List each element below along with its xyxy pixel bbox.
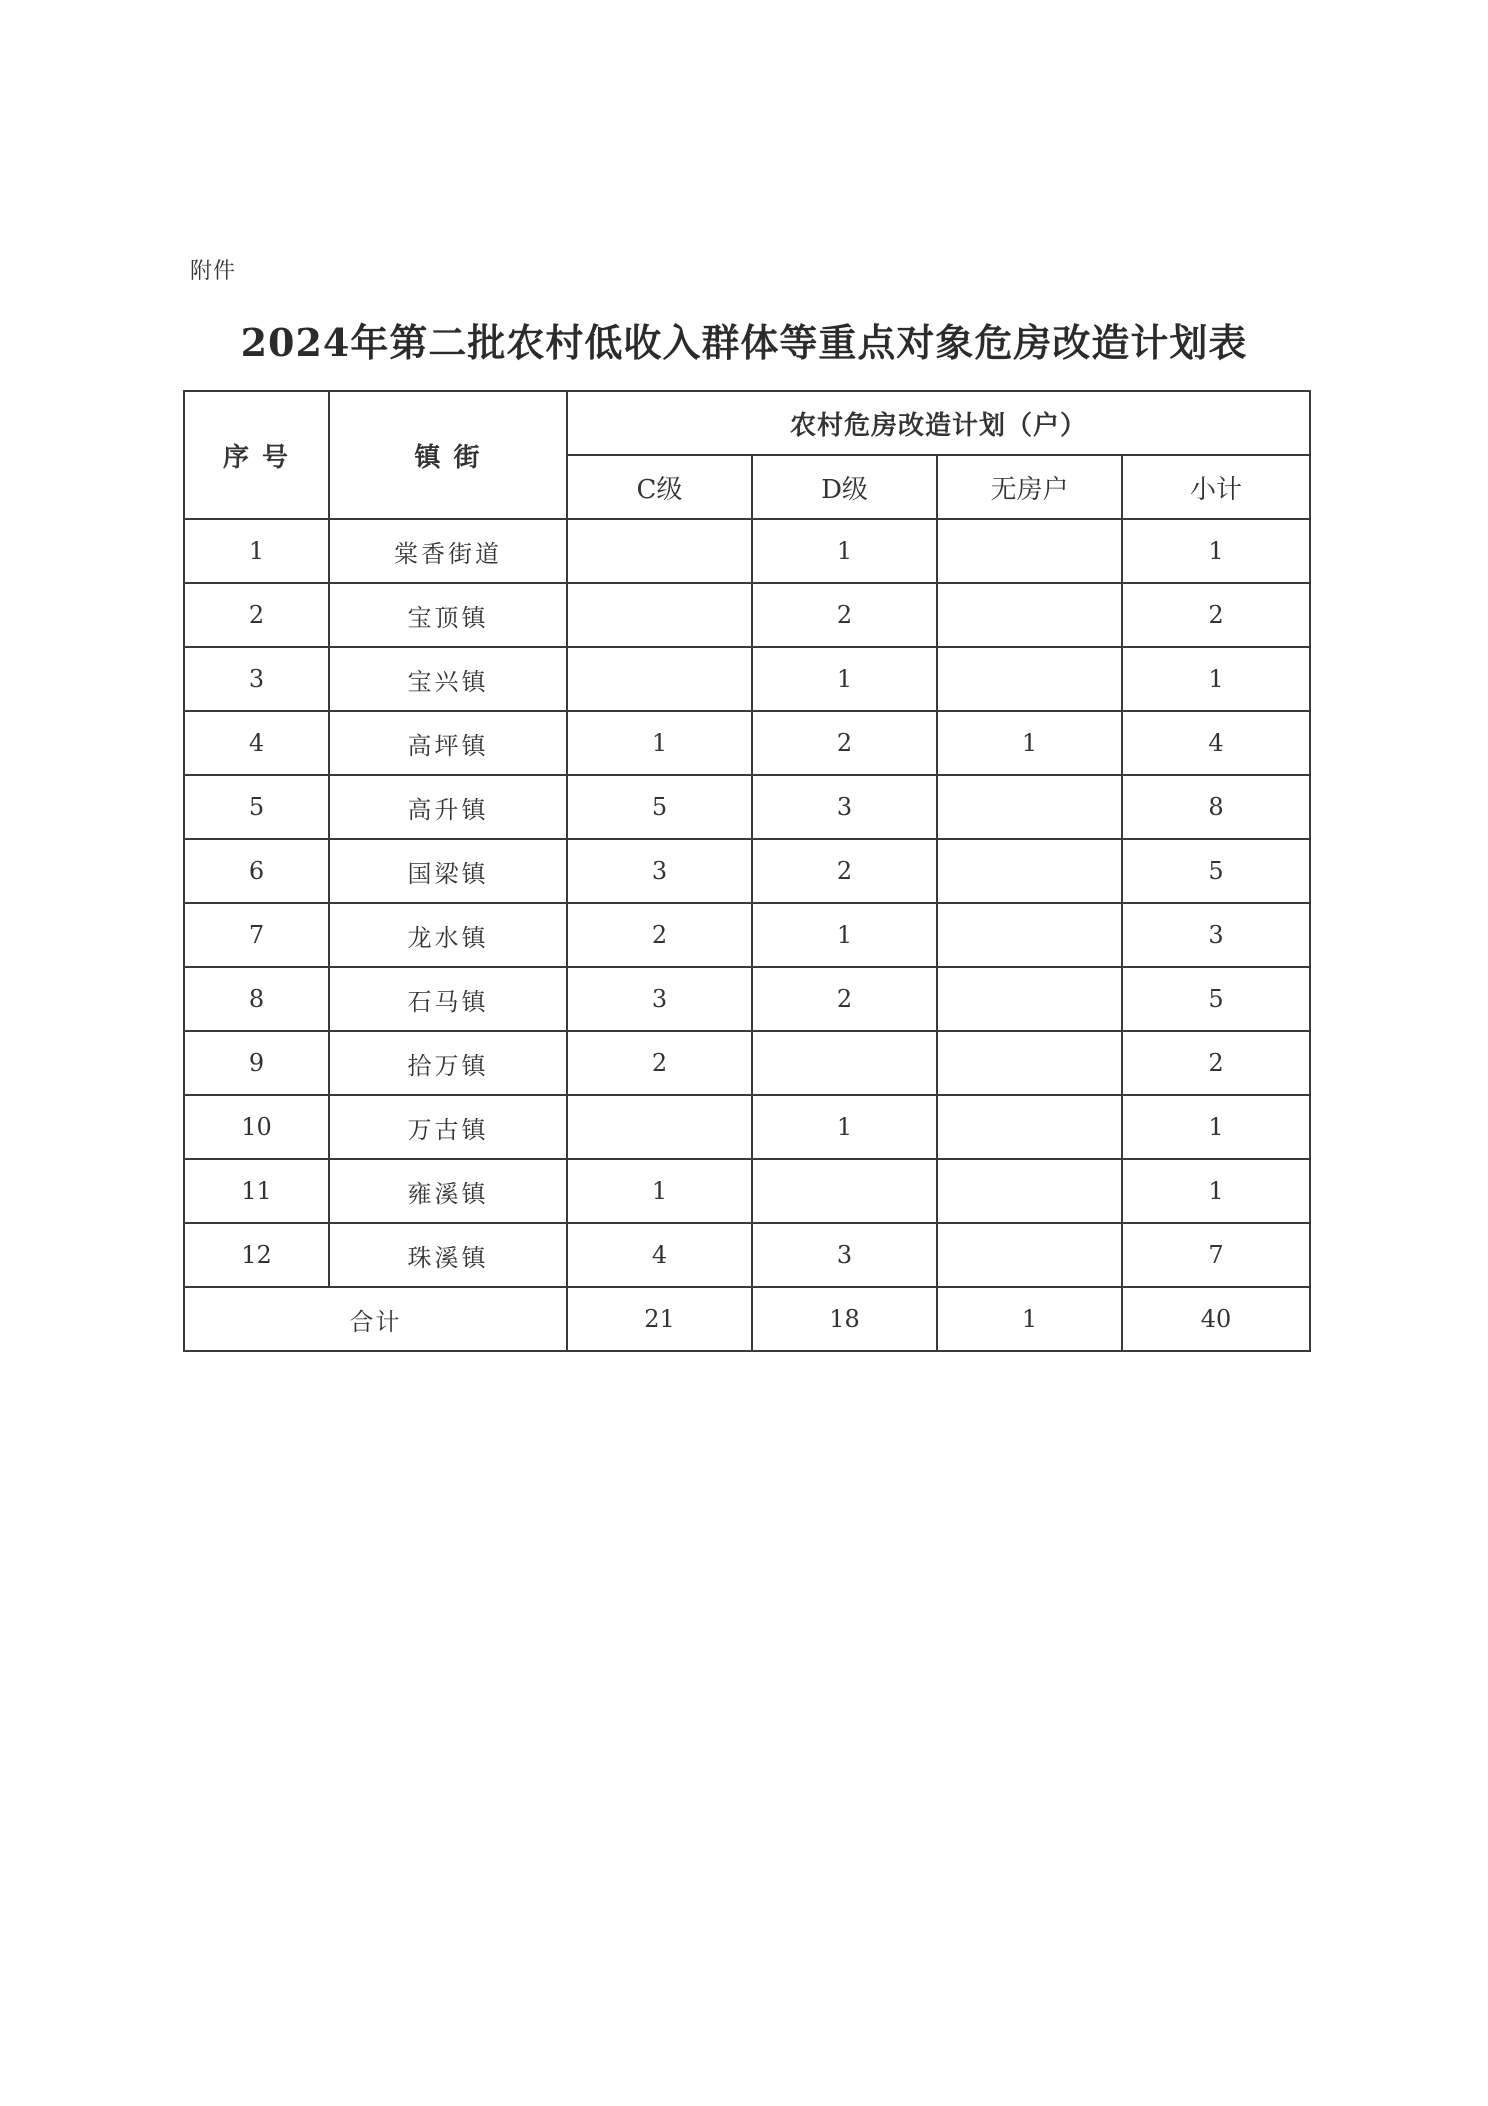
cell-seq: 5 xyxy=(184,775,329,839)
header-group: 农村危房改造计划（户） xyxy=(567,391,1310,455)
cell-c-level: 3 xyxy=(567,967,752,1031)
header-d-level: D级 xyxy=(752,455,937,519)
attachment-label: 附件 xyxy=(190,259,237,284)
cell-no-house xyxy=(937,1095,1122,1159)
header-subtotal: 小计 xyxy=(1122,455,1310,519)
table-row xyxy=(184,647,1310,711)
cell-subtotal: 4 xyxy=(1122,711,1310,775)
table-row xyxy=(184,1095,1310,1159)
cell-no-house xyxy=(937,1031,1122,1095)
cell-d-level: 2 xyxy=(752,839,937,903)
cell-d-level: 1 xyxy=(752,647,937,711)
cell-seq: 9 xyxy=(184,1031,329,1095)
cell-c-level: 1 xyxy=(567,711,752,775)
cell-d-level: 1 xyxy=(752,1095,937,1159)
cell-no-house xyxy=(937,583,1122,647)
table-row xyxy=(184,1031,1310,1095)
cell-seq: 7 xyxy=(184,903,329,967)
cell-subtotal: 3 xyxy=(1122,903,1310,967)
cell-seq: 2 xyxy=(184,583,329,647)
cell-seq: 3 xyxy=(184,647,329,711)
cell-no-house xyxy=(937,647,1122,711)
cell-subtotal: 5 xyxy=(1122,839,1310,903)
header-no-house: 无房户 xyxy=(937,455,1122,519)
table-row xyxy=(184,519,1310,583)
table-row xyxy=(184,1159,1310,1223)
cell-c-level: 3 xyxy=(567,839,752,903)
header-c-level: C级 xyxy=(567,455,752,519)
cell-town: 高升镇 xyxy=(329,775,567,839)
cell-town: 国梁镇 xyxy=(329,839,567,903)
table-row xyxy=(184,1223,1310,1287)
cell-d-level xyxy=(752,1159,937,1223)
cell-seq: 12 xyxy=(184,1223,329,1287)
cell-town: 宝顶镇 xyxy=(329,583,567,647)
cell-subtotal: 5 xyxy=(1122,967,1310,1031)
cell-town: 棠香街道 xyxy=(329,519,567,583)
cell-no-house xyxy=(937,1159,1122,1223)
cell-no-house xyxy=(937,839,1122,903)
cell-d-level: 2 xyxy=(752,711,937,775)
cell-c-level xyxy=(567,1095,752,1159)
total-d-level: 18 xyxy=(752,1287,937,1351)
cell-c-level: 4 xyxy=(567,1223,752,1287)
cell-seq: 4 xyxy=(184,711,329,775)
table-row xyxy=(184,583,1310,647)
total-no-house: 1 xyxy=(937,1287,1122,1351)
cell-town: 宝兴镇 xyxy=(329,647,567,711)
cell-no-house xyxy=(937,967,1122,1031)
cell-seq: 11 xyxy=(184,1159,329,1223)
page-title: 2024年第二批农村低收入群体等重点对象危房改造计划表 xyxy=(240,320,1248,365)
total-row xyxy=(184,1287,1310,1351)
cell-seq: 1 xyxy=(184,519,329,583)
table-row xyxy=(184,839,1310,903)
cell-subtotal: 2 xyxy=(1122,583,1310,647)
cell-subtotal: 1 xyxy=(1122,1095,1310,1159)
header-town: 镇 街 xyxy=(329,391,567,519)
cell-seq: 6 xyxy=(184,839,329,903)
total-label: 合计 xyxy=(184,1287,567,1351)
table-row xyxy=(184,775,1310,839)
cell-subtotal: 7 xyxy=(1122,1223,1310,1287)
cell-c-level: 2 xyxy=(567,903,752,967)
table-row xyxy=(184,967,1310,1031)
cell-no-house xyxy=(937,1223,1122,1287)
table-row xyxy=(184,903,1310,967)
cell-subtotal: 1 xyxy=(1122,1159,1310,1223)
cell-d-level: 2 xyxy=(752,967,937,1031)
cell-no-house xyxy=(937,775,1122,839)
renovation-plan-table xyxy=(183,390,1311,1352)
cell-c-level: 2 xyxy=(567,1031,752,1095)
cell-no-house: 1 xyxy=(937,711,1122,775)
cell-town: 石马镇 xyxy=(329,967,567,1031)
cell-town: 拾万镇 xyxy=(329,1031,567,1095)
cell-subtotal: 1 xyxy=(1122,647,1310,711)
cell-subtotal: 2 xyxy=(1122,1031,1310,1095)
cell-subtotal: 1 xyxy=(1122,519,1310,583)
cell-town: 高坪镇 xyxy=(329,711,567,775)
cell-d-level: 2 xyxy=(752,583,937,647)
cell-c-level: 5 xyxy=(567,775,752,839)
cell-subtotal: 8 xyxy=(1122,775,1310,839)
cell-d-level xyxy=(752,1031,937,1095)
cell-town: 珠溪镇 xyxy=(329,1223,567,1287)
total-subtotal: 40 xyxy=(1122,1287,1310,1351)
table-row xyxy=(184,711,1310,775)
cell-d-level: 1 xyxy=(752,519,937,583)
cell-seq: 10 xyxy=(184,1095,329,1159)
cell-c-level xyxy=(567,647,752,711)
cell-town: 雍溪镇 xyxy=(329,1159,567,1223)
cell-d-level: 3 xyxy=(752,1223,937,1287)
cell-d-level: 3 xyxy=(752,775,937,839)
cell-c-level xyxy=(567,583,752,647)
header-seq: 序 号 xyxy=(184,391,329,519)
cell-town: 万古镇 xyxy=(329,1095,567,1159)
cell-c-level: 1 xyxy=(567,1159,752,1223)
cell-no-house xyxy=(937,903,1122,967)
total-c-level: 21 xyxy=(567,1287,752,1351)
header-row-1 xyxy=(184,391,1310,455)
cell-seq: 8 xyxy=(184,967,329,1031)
cell-d-level: 1 xyxy=(752,903,937,967)
cell-no-house xyxy=(937,519,1122,583)
cell-c-level xyxy=(567,519,752,583)
cell-town: 龙水镇 xyxy=(329,903,567,967)
